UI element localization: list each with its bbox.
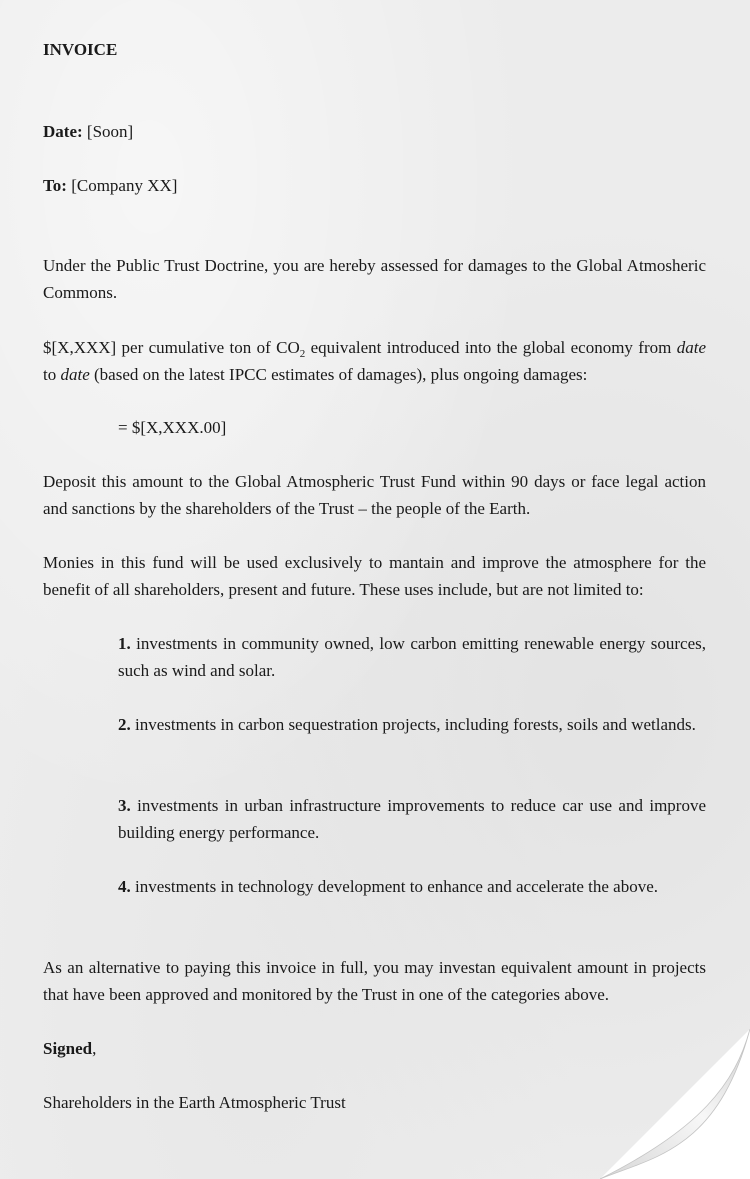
page-curl [600, 1029, 750, 1179]
recipient-line [43, 172, 706, 199]
total-amount: = $[X,XXX.00] [118, 418, 227, 437]
date-line [43, 118, 706, 145]
signed-line: Signed, [43, 1039, 97, 1058]
intro-paragraph: Under the Public Trust Doctrine, you are hereby assessed for damages to the Global Atmosheric Commons. [43, 256, 706, 302]
list-item: 4. investments in technology development to enhance and accelerate the above. [118, 877, 659, 896]
list-item: 2. investments in carbon sequestration projects, including forests, soils and wetlands. [118, 715, 696, 734]
list-item: 1. investments in community owned, low carbon emitting renewable energy sources, such as wind and solar. [118, 634, 706, 680]
to-value: [Company XX] [71, 176, 178, 195]
invoice-title: INVOICE [43, 40, 118, 59]
to-label: To: [43, 176, 67, 195]
deposit-paragraph: Deposit this amount to the Global Atmospheric Trust Fund within 90 days or face legal action and sanctions by the shareholders of the Trust – the people of the Earth. [43, 472, 706, 518]
rate-paragraph: $[X,XXX] per cumulative ton of $CO_2$ equivalent introduced into the global economy from date to date (based on the latest IPCC estimates of damages), plus ongoing damages: [43, 338, 706, 384]
monies-paragraph: Monies in this fund will be used exclusively to mantain and improve the atmosphere for the benefit of all shareholders, present and future. These uses include, but are not limited to: [43, 553, 706, 599]
date-label: Date: [43, 122, 83, 141]
date-value: [Soon] [86, 122, 134, 141]
list-item: 3. investments in urban infrastructure improvements to reduce car use and improve building energy performance. [118, 796, 706, 842]
signature-line: Shareholders in the Earth Atmospheric Trust [43, 1093, 346, 1112]
alternative-paragraph: As an alternative to paying this invoice in full, you may investan equivalent amount in projects that have been approved and monitored by the Trust in one of the categories above. [43, 958, 706, 1004]
